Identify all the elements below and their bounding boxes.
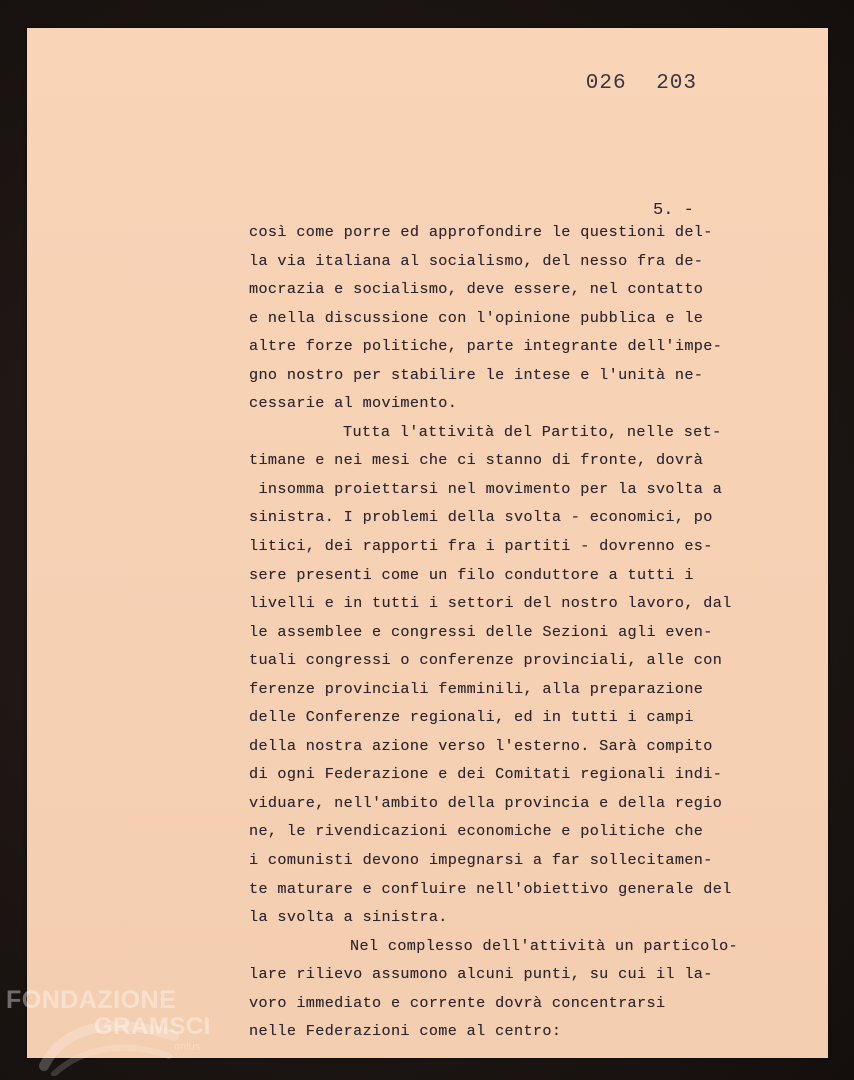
text-line: mocrazia e socialismo, deve essere, nel contatto [249,280,704,299]
text-line: insomma proiettarsi nel movimento per la svolta a [249,479,723,498]
text-line: e nella discussione con l'opinione pubblica e le [249,308,704,327]
text-line: tuali congressi o conferenze provinciali, alle con [249,651,723,670]
text-line: sinistra. I problemi della svolta - economici, po [249,508,713,527]
typed-body-text [249,218,809,1046]
text-line: altre forze politiche, parte integrante dell'impe- [249,337,723,356]
text-line: di ogni Federazione e dei Comitati regionali indi- [249,765,723,784]
text-line: voro immediato e corrente dovrà concentrarsi [249,993,666,1012]
text-line: te maturare e confluire nell'obiettivo generale del [249,879,732,898]
text-line: sere presenti come un filo conduttore a tutti i [249,565,694,584]
text-line: così come porre ed approfondire le questioni del- [249,223,713,241]
text-line: timane e nei mesi che ci stanno di fronte, dovrà [249,451,704,470]
watermark-line-1: FONDAZIONE [6,986,177,1014]
watermark-line-3: onlus [174,1041,201,1053]
text-line: della nostra azione verso l'esterno. Sarà compito [249,736,713,755]
text-line: Tutta l'attività del Partito, nelle set- [343,422,722,441]
text-line: ne, le rivendicazioni economiche e politiche che [249,822,704,841]
text-line: delle Conferenze regionali, ed in tutti i campi [249,708,694,727]
text-line: Nel complesso dell'attività un particolo- [350,936,739,955]
text-line: ferenze provinciali femminili, alla preparazione [249,679,704,698]
archive-number: 026 203 [585,72,697,95]
page-number: 5. - [653,201,694,220]
text-line: la via italiana al socialismo, del nesso fra de- [249,251,704,270]
text-line: i comunisti devono impegnarsi a far sollecitamen- [249,851,713,870]
text-line: nelle Federazioni come al centro: [249,1022,562,1041]
text-line: cessarie al movimento. [249,394,458,413]
fondazione-gramsci-watermark [4,986,224,1076]
watermark-line-2: GRAMSCI [94,1013,211,1040]
text-line: lare rilievo assumono alcuni punti, su cui il la- [249,965,713,984]
text-line: le assemblee e congressi delle Sezioni agli even- [249,622,713,641]
text-line: livelli e in tutti i settori del nostro lavoro, dal [249,594,732,613]
text-line: la svolta a sinistra. [249,908,448,927]
text-line: litici, dei rapporti fra i partiti - dovrenno es- [249,537,713,556]
text-line: viduare, nell'ambito della provincia e della regio [249,793,723,812]
text-line: gno nostro per stabilire le intese e l'unità ne- [249,365,704,384]
